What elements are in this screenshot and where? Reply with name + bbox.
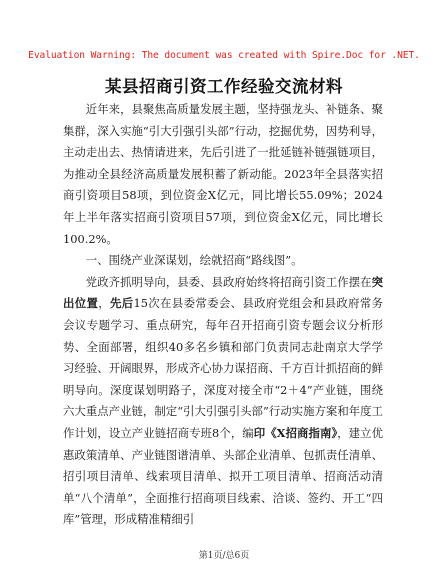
bold-text: 突出位置 <box>63 274 383 311</box>
page-number-footer: 第1页/总6页 <box>198 551 250 561</box>
bold-text: 印《X招商指南》 <box>253 425 338 440</box>
section-paragraph <box>63 272 383 531</box>
document-body <box>63 99 383 531</box>
section-heading: 一、围绕产业深谋划，绘就招商“路线图”。 <box>85 253 303 268</box>
paragraph-text: ，建立优惠政策清单、产业链图谱清单、头部企业清单、包抓责任清单、招引项目清单、线索项目清单、拟开工项目清单、招商活动清单“八个清单”，全面推行招商项目线索、洽谈、签约、开工“四库”管理，形成精准精细引 <box>63 425 384 527</box>
evaluation-warning: Evaluation Warning: The document was created with Spire.Doc for .NET. <box>28 50 420 61</box>
paragraph-text: 党政齐抓明导向，县委、县政府始终将招商引资工作摆在 <box>85 274 372 289</box>
intro-paragraph: 近年来，县聚焦高质量发展主题，坚持强龙头、补链条、聚集群，深入实施“引大引强引头部”行动，挖掘优势，因势利导，主动走出去、热情请进来，先后引进了一批延链补链强链项目，为推动全县经济高质量发展积蓄了新动能。2023年全县落实招商引资项目58项，到位资金X亿元，同比增长55.09%；2024年上半年落实招商引资项目57项，到位资金X亿元，同比增长100.2%。 <box>63 102 383 246</box>
document-title: 某县招商引资工作经验交流材料 <box>105 77 343 96</box>
paragraph-text: 15次在县委常委会、县政府党组会和县政府常务会议专题学习、重点研究，每年召开招商引资专题会议分析形势、全面部署，组织40多名乡镇和部门负责同志赴南京大学学习经验、开阔眼界，形成齐心协力谋招商、千方百计抓招商的鲜明导向。深度谋划明路子，深度对接全市“2＋4”产业链，围绕六大重点产业链，制定“引大引强引头部”行动实施方案和年度工作计划，设立产业链招商专班8个，编 <box>63 296 383 440</box>
paragraph-text: ， <box>98 296 110 311</box>
bold-text: 先后 <box>110 296 134 311</box>
